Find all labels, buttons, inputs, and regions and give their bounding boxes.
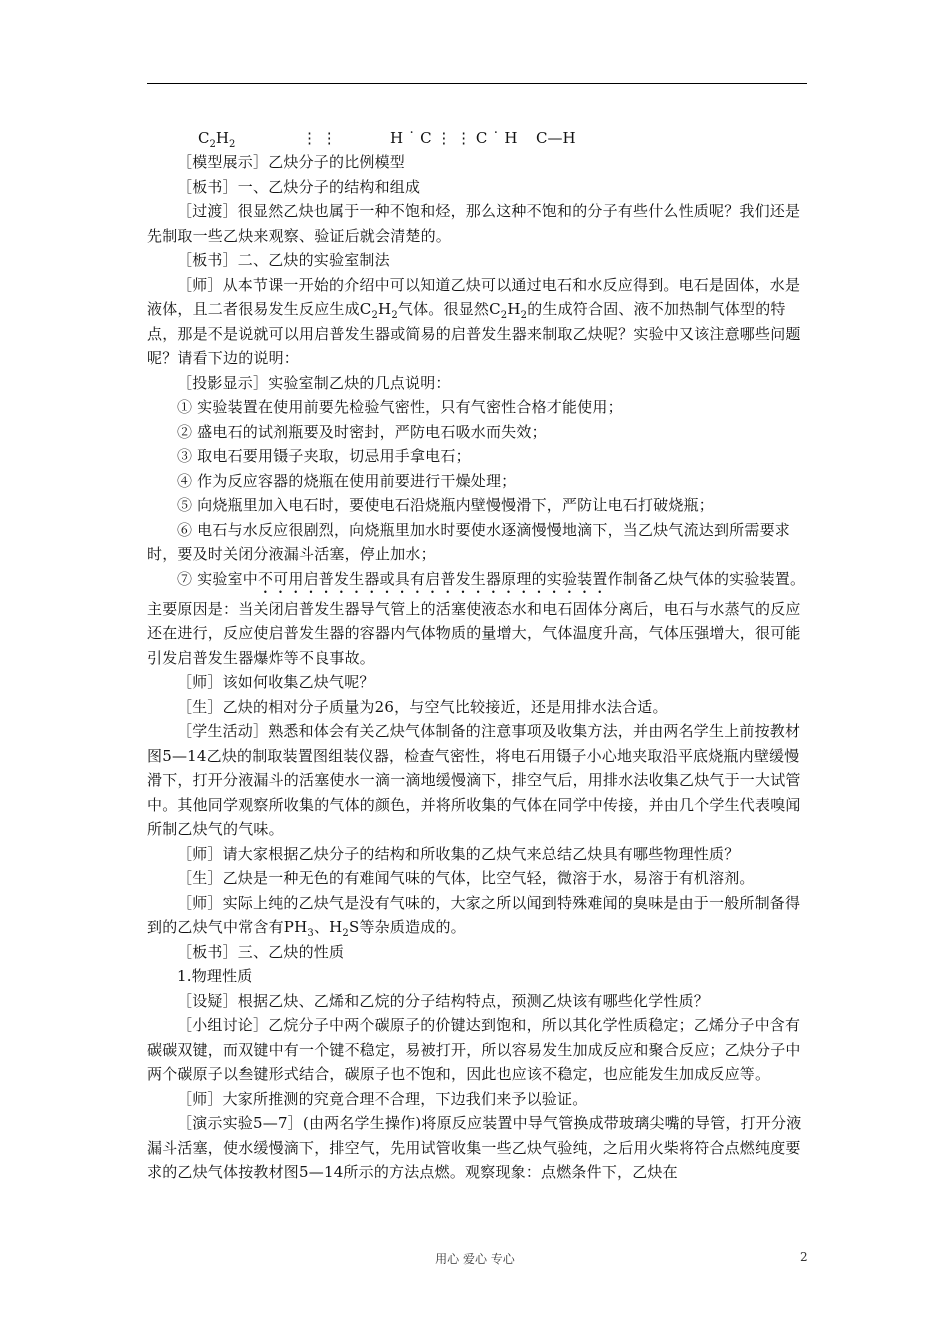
list-item: ③ 取电石要用镊子夹取，切忌用手拿电石； [177, 447, 471, 465]
list-item: ⑥ 电石与水反应很剧烈，向烧瓶里加水时要使水逐滴慢慢地滴下，当乙炔气流达到所需要求时，要及时关闭分液漏斗活塞，停止加水； [147, 520, 790, 563]
paragraph: ［生］乙炔是一种无色的有难闻气味的气体，比空气轻，微溶于水，易溶于有机溶剂。 [177, 869, 755, 887]
paragraph: ［师］该如何收集乙炔气呢？ [177, 673, 375, 691]
structural-formula: C—H [536, 129, 576, 147]
structural-dots: ⋮ ⋮ [302, 129, 337, 147]
paragraph: ［演示实验5—7］(由两名学生操作)将原反应装置中导气管换成带玻璃尖嘴的导管，打开分液漏斗活塞，使水缓慢滴下，排空气，先用试管收集一些乙炔气验纯，之后用火柴将符合点燃纯度要求的乙炔气体按教材图5—14所示的方法点燃。观察现象：点燃条件下，乙炔在 [147, 1114, 802, 1181]
paragraph: ［小组讨论］乙烷分子中两个碳原子的价键达到饱和，所以其化学性质稳定；乙烯分子中含有碳碳双键，而双键中有一个键不稳定，易被打开，所以容易发生加成反应和聚合反应；乙炔分子中两个碳原子以叁键形式结合，碳原子也不饱和，因此也应该不稳定，也应能发生加成反应等。 [147, 1016, 801, 1083]
document-body [147, 150, 810, 1185]
list-item: ⑤ 向烧瓶里加入电石时，要使电石沿烧瓶内壁慢慢滑下，严防让电石打破烧瓶； [177, 496, 714, 514]
list-item: ① 实验装置在使用前要先检验气密性，只有气密性合格才能使用； [177, 398, 623, 416]
paragraph: ［设疑］根据乙炔、乙烯和乙烷的分子结构特点，预测乙炔该有哪些化学性质？ [177, 991, 710, 1010]
footer-motto: 用心 爱心 专心 [435, 1252, 515, 1266]
paragraph: ［板书］二、乙炔的实验室制法 [177, 251, 390, 269]
list-item: ② 盛电石的试剂瓶要及时密封，严防电石吸水而失效； [177, 422, 547, 441]
page-number: 2 [800, 1250, 808, 1264]
paragraph: ［模型展示］乙炔分子的比例模型 [177, 153, 406, 171]
paragraph: 1.物理性质 [177, 967, 253, 985]
paragraph: ［生］乙炔的相对分子质量为26，与空气比较接近，还是用排水法合适。 [177, 697, 668, 716]
paragraph-teacher-preparation: ［师］从本节课一开始的介绍中可以知道乙炔可以通过电石和水反应得到。电石是固体，水是液体，且二者很易发生反应生成$C_2H_2$气体。很显然$C_2H_2$的生成符合固、液不加热制气体型的特点，那是不是说就可以用启普发生器或简易的启普发生器来制取乙炔呢？实验中又该注意哪些问题呢？请看下边的说明： [147, 275, 801, 367]
emphasized-text: 不可用启普发生器或具有启普发生器原理的实验装置 [257, 569, 608, 588]
list-heading: ［投影显示］实验室制乙炔的几点说明： [177, 373, 451, 392]
molecular-formula: $C_2H_2$ [198, 129, 236, 150]
paragraph-teacher-impurities: ［师］实际上纯的乙炔气是没有气味的，大家之所以闻到特殊难闻的臭味是由于一般所制备得到的乙炔气中常含有$PH_3$、$H_2S$等杂质造成的。 [147, 893, 801, 939]
paragraph: ［师］请大家根据乙炔分子的结构和所收集的乙炔气来总结乙炔具有哪些物理性质？ [177, 844, 740, 863]
paragraph: ［板书］三、乙炔的性质 [177, 942, 345, 961]
electron-formula: H ˙ C ⋮ ⋮ C ˙ H [390, 129, 518, 147]
paragraph: ［师］大家所推测的究竟合理不合理，下边我们来予以验证。 [177, 1089, 588, 1108]
paragraph: ［过渡］很显然乙炔也属于一种不饱和烃，那么这种不饱和的分子有些什么性质呢？我们还是先制取一些乙炔来观察、验证后就会清楚的。 [147, 202, 801, 245]
paragraph: ［学生活动］熟悉和体会有关乙炔气体制备的注意事项及收集方法，并由两名学生上前按教材图5—14乙炔的制取装置图组装仪器，检查气密性，将电石用镊子小心地夹取沿平底烧瓶内壁缓慢滑下，打开分液漏斗的活塞使水一滴一滴地缓慢滴下，排空气后，用排水法收集乙炔气于一大试管中。其他同学观察所收集的气体的颜色，并将所收集的气体在同学中传接，并由几个学生代表嗅闻所制乙炔气的气味。 [147, 722, 801, 838]
list-item-7: ⑦ 实验室中不可用启普发生器或具有启普发生器原理的实验装置作制备乙炔气体的实验装置。主要原因是：当关闭启普发生器导气管上的活塞使液态水和电石固体分离后，电石与水蒸气的反应还在进行，反应使启普发生器的容器内气体物质的量增大，气体温度升高，气体压强增大，很可能引发启普发生器爆炸等不良事故。 [147, 569, 806, 667]
paragraph: ［板书］一、乙炔分子的结构和组成 [177, 177, 421, 196]
header-rule [147, 83, 807, 84]
list-item: ④ 作为反应容器的烧瓶在使用前要进行干燥处理； [177, 471, 517, 490]
